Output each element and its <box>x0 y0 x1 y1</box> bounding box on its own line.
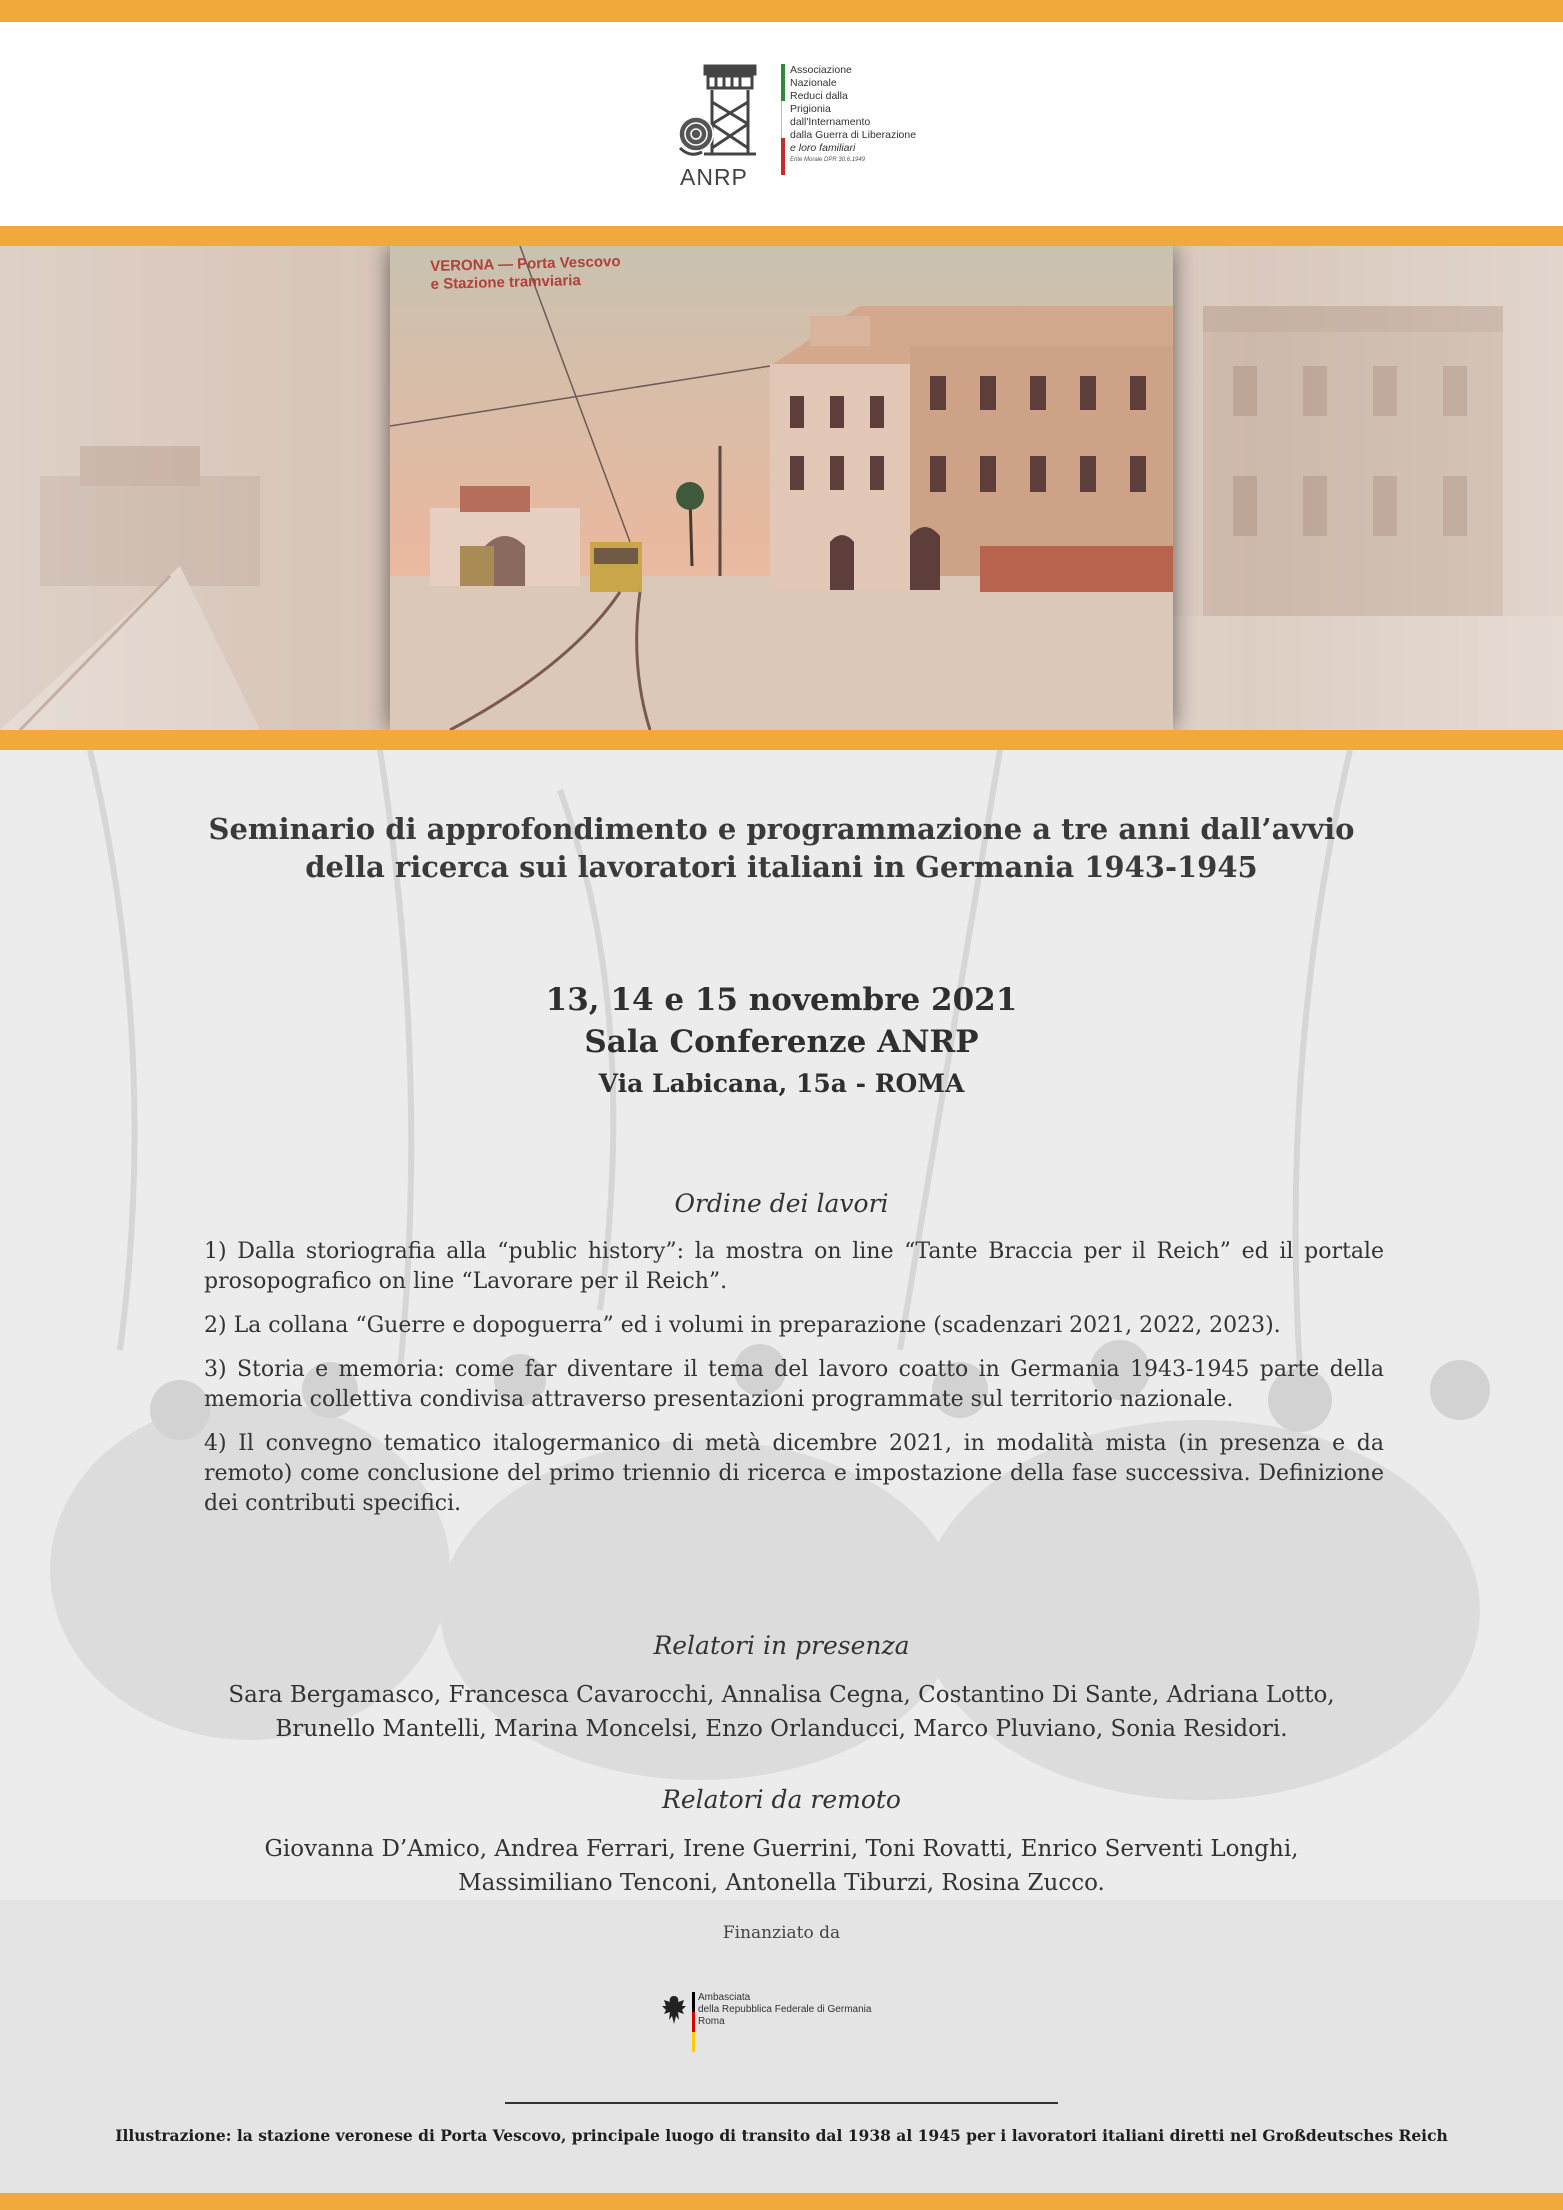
event-address: Via Labicana, 15a - ROMA <box>598 1069 965 1098</box>
logo-italian-flag-bars <box>781 64 785 176</box>
tower-rose-emblem-icon <box>660 62 780 162</box>
embassy-line: Roma <box>698 2016 725 2027</box>
logo-green-bar <box>781 64 785 101</box>
event-heading <box>0 810 1563 886</box>
photo-banner <box>0 246 1563 730</box>
logo-text-line: Prigionia <box>790 103 831 115</box>
verona-station-postcard <box>390 246 1173 730</box>
german-flag-bar <box>692 1992 695 2052</box>
postcard-caption-line: e Stazione tramviaria <box>430 272 581 293</box>
speakers-line: Massimiliano Tenconi, Antonella Tiburzi, Rosina Zucco. <box>458 1870 1105 1896</box>
flag-red-segment <box>692 2012 695 2032</box>
logo-red-bar <box>781 138 785 175</box>
logo-text-line: Ente Morale DPR 30.6.1949 <box>790 157 866 163</box>
faded-station-photo-left <box>0 246 390 730</box>
top-orange-stripe <box>0 0 1563 22</box>
heading-line: della ricerca sui lavoratori italiani in Germania 1943-1945 <box>305 850 1258 884</box>
illustration-caption: Illustrazione: la stazione veronese di Porta Vescovo, principale luogo di transito dal 1938 al 1945 per i lavoratori italiani diretti nel Großdeutsches Reich <box>115 2126 1448 2145</box>
embassy-line: della Repubblica Federale di Germania <box>698 2004 872 2015</box>
logo-text-line: Nazionale <box>790 77 837 89</box>
speakers-in-person-list <box>0 1678 1563 1746</box>
speakers-line: Brunello Mantelli, Marina Moncelsi, Enzo Orlanducci, Marco Pluviano, Sonia Residori. <box>275 1716 1288 1742</box>
logo-white-bar <box>781 101 785 138</box>
faded-station-photo-right <box>1173 246 1563 730</box>
speakers-remote-title: Relatori da remoto <box>662 1785 901 1814</box>
agenda-list <box>204 1237 1384 1533</box>
agenda-item: 3) Storia e memoria: come far diventare il tema del lavoro coatto in Germania 1943-1945 parte della memoria collettiva condivisa attraverso presentazioni programmate sul territorio nazionale. <box>204 1357 1384 1412</box>
logo-text-line: dall'Internamento <box>790 116 871 128</box>
speakers-in-person-title: Relatori in presenza <box>653 1631 910 1660</box>
flag-black-segment <box>692 1992 695 2012</box>
postcard-caption-line: VERONA — Porta Vescovo <box>430 253 621 275</box>
bottom-orange-stripe <box>0 2193 1563 2210</box>
agenda-item: 4) Il convegno tematico italogermanico di metà dicembre 2021, in modalità mista (in presenza e da remoto) come conclusione del primo triennio di ricerca e impostazione della fase successiva. Definizione dei contributi specifici. <box>204 1431 1384 1516</box>
logo-name: ANRP <box>680 164 748 190</box>
footer-divider <box>505 2102 1058 2104</box>
logo-text-line: Associazione <box>790 64 852 76</box>
postcard-illustration <box>390 246 1173 730</box>
embassy-text <box>698 1992 871 2028</box>
embassy-logo <box>660 1992 900 2062</box>
event-dates: 13, 14 e 15 novembre 2021 <box>545 982 1018 1018</box>
logo-text-line: e loro familiari <box>790 142 856 154</box>
agenda-item: 1) Dalla storiografia alla “public history”: la mostra on line “Tante Braccia per il Reich” ed il portale prosopografico on line “Lavorare per il Reich”. <box>204 1239 1384 1294</box>
agenda-item: 2) La collana “Guerre e dopoguerra” ed i volumi in preparazione (scadenzari 2021, 2022, 2023). <box>204 1313 1281 1338</box>
federal-eagle-icon <box>660 1994 688 2028</box>
logo-text-line: dalla Guerra di Liberazione <box>790 129 917 141</box>
lower-orange-stripe <box>0 730 1563 750</box>
speakers-line: Sara Bergamasco, Francesca Cavarocchi, Annalisa Cegna, Costantino Di Sante, Adriana Lotto, <box>228 1682 1335 1708</box>
anrp-logo <box>660 62 920 192</box>
event-content <box>0 750 1563 2193</box>
event-venue: Sala Conferenze ANRP <box>584 1024 979 1060</box>
heading-line: Seminario di approfondimento e programmazione a tre anni dall’avvio <box>208 812 1355 846</box>
postcard-caption <box>430 253 621 294</box>
upper-orange-stripe <box>0 226 1563 246</box>
agenda-title: Ordine dei lavori <box>674 1189 889 1218</box>
funded-by-label: Finanziato da <box>722 1923 841 1943</box>
flag-gold-segment <box>692 2032 695 2052</box>
speakers-line: Giovanna D’Amico, Andrea Ferrari, Irene Guerrini, Toni Rovatti, Enrico Serventi Longhi, <box>264 1836 1299 1862</box>
logo-association-text <box>790 64 930 165</box>
speakers-remote-list <box>0 1832 1563 1900</box>
logo-text-line: Reduci dalla <box>790 90 848 102</box>
embassy-line: Ambasciata <box>698 1992 751 2003</box>
